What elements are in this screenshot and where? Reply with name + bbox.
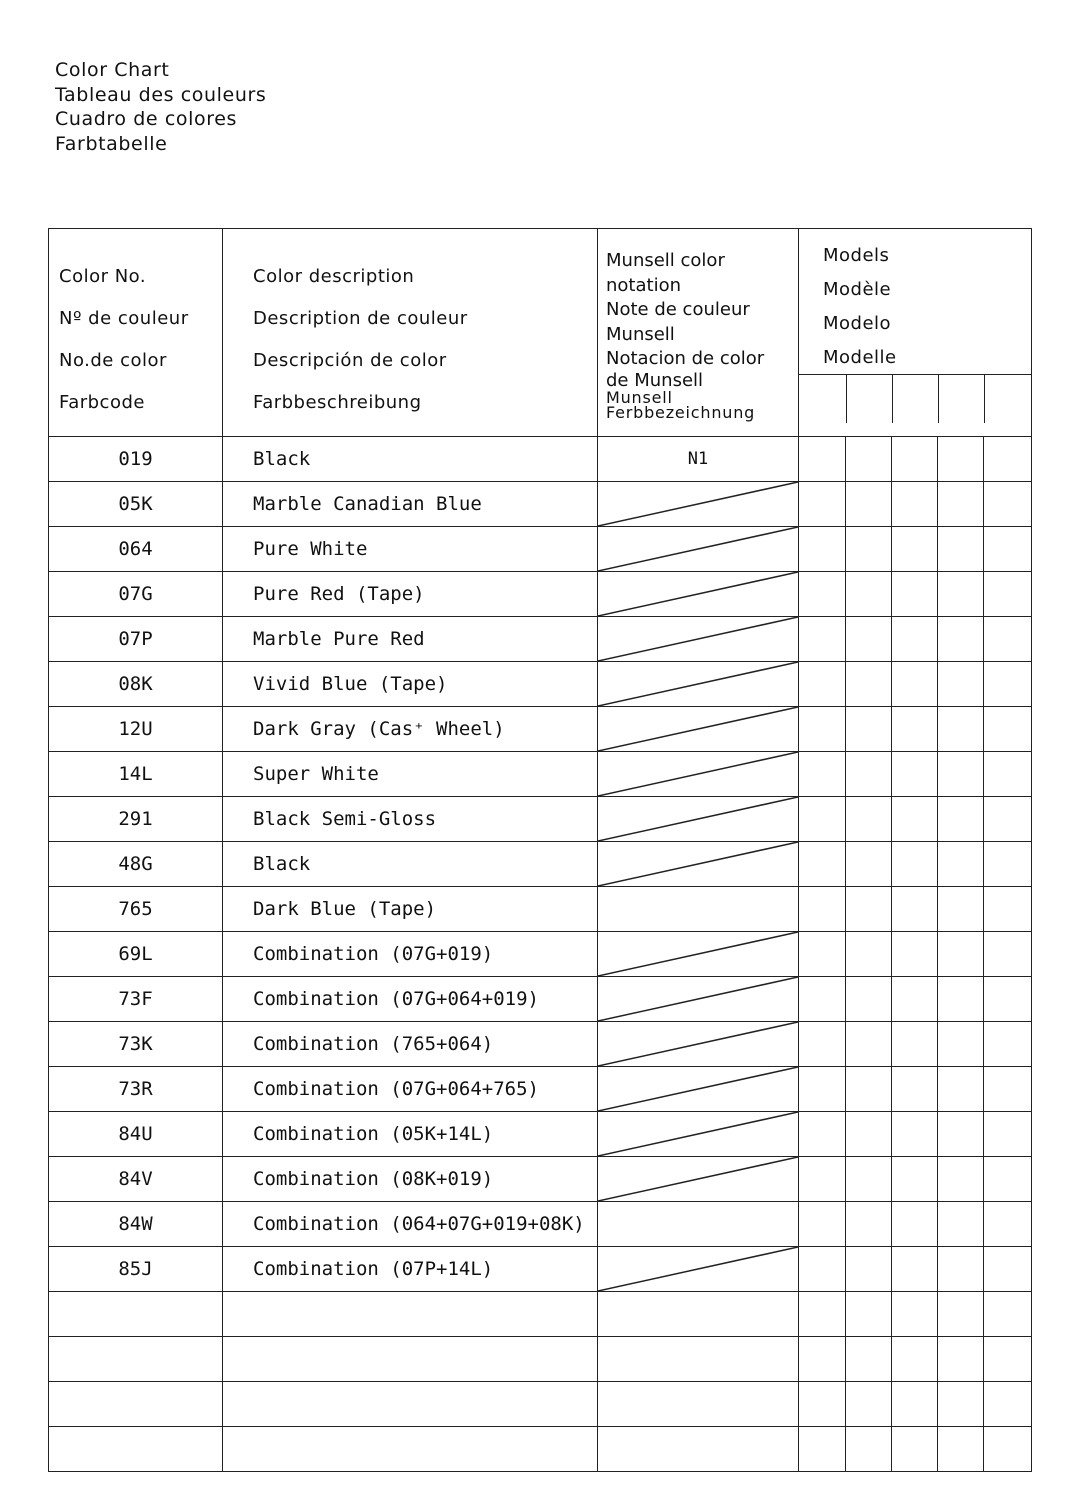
model-cell	[938, 1337, 984, 1382]
model-cell	[846, 1157, 892, 1202]
color-code-cell: 07P	[49, 617, 223, 662]
model-cell	[846, 1202, 892, 1247]
slash-line	[598, 1022, 798, 1066]
title-french: Tableau des couleurs	[55, 83, 267, 106]
munsell-notation-cell	[598, 1067, 799, 1112]
not-applicable-slash	[598, 797, 798, 841]
model-cell	[938, 1022, 984, 1067]
model-cell	[846, 1112, 892, 1157]
model-cell	[799, 1292, 846, 1337]
munsell-notation-cell	[598, 752, 799, 797]
color-code-cell: 73K	[49, 1022, 223, 1067]
model-cell	[938, 842, 984, 887]
header-munsell-1: Munsell color	[606, 250, 725, 272]
slash-line	[598, 527, 798, 571]
model-cell	[846, 1067, 892, 1112]
model-cell	[846, 1292, 892, 1337]
header-description-fr: Description de couleur	[253, 308, 468, 329]
not-applicable-slash	[598, 1157, 798, 1201]
munsell-notation-cell	[598, 1427, 799, 1472]
model-cell	[799, 842, 846, 887]
slash-line	[598, 617, 798, 661]
munsell-notation-cell	[598, 887, 799, 932]
model-cell	[938, 752, 984, 797]
model-cell	[799, 1247, 846, 1292]
model-cell	[984, 1157, 1032, 1202]
color-description-cell: Dark Gray (Cas⁺ Wheel)	[223, 707, 598, 752]
color-description-cell: Marble Canadian Blue	[223, 482, 598, 527]
model-cell	[938, 1427, 984, 1472]
header-color-no-fr: Nº de couleur	[59, 308, 189, 329]
model-cell	[846, 662, 892, 707]
color-code-cell	[49, 1427, 223, 1472]
model-cell	[984, 662, 1032, 707]
table-row	[49, 842, 1032, 887]
color-code-cell: 05K	[49, 482, 223, 527]
model-cell	[938, 482, 984, 527]
table-row	[49, 887, 1032, 932]
model-cell	[984, 1292, 1032, 1337]
table-row	[49, 617, 1032, 662]
color-code-cell: 08K	[49, 662, 223, 707]
table-row	[49, 752, 1032, 797]
model-cell	[938, 1112, 984, 1157]
model-cell	[984, 1382, 1032, 1427]
title-german: Farbtabelle	[55, 132, 168, 155]
model-cell	[892, 1292, 938, 1337]
munsell-notation-cell	[598, 1157, 799, 1202]
model-cell	[892, 1157, 938, 1202]
header-description-es: Descripción de color	[253, 350, 447, 371]
header-color-no-en: Color No.	[59, 266, 147, 287]
header-description-en: Color description	[253, 266, 415, 287]
header-munsell-6: de Munsell	[606, 369, 704, 391]
model-cell	[799, 797, 846, 842]
color-code-cell	[49, 1382, 223, 1427]
model-col-divider	[938, 375, 939, 423]
model-cell	[984, 977, 1032, 1022]
color-code-cell: 765	[49, 887, 223, 932]
model-cell	[892, 527, 938, 572]
slash-line	[598, 482, 798, 526]
munsell-notation-cell	[598, 482, 799, 527]
slash-line	[598, 977, 798, 1021]
munsell-notation-cell	[598, 797, 799, 842]
model-cell	[984, 617, 1032, 662]
munsell-notation-cell	[598, 1382, 799, 1427]
slash-line	[598, 1067, 798, 1111]
model-cell	[892, 617, 938, 662]
table-row	[49, 527, 1032, 572]
model-cell	[799, 662, 846, 707]
model-cell	[892, 1067, 938, 1112]
model-cell	[846, 1337, 892, 1382]
model-cell	[892, 1337, 938, 1382]
model-cell	[938, 1382, 984, 1427]
model-cell	[984, 572, 1032, 617]
model-cell	[846, 797, 892, 842]
slash-line	[598, 1157, 798, 1201]
model-cell	[938, 797, 984, 842]
model-col-divider	[846, 375, 847, 423]
model-cell	[892, 1382, 938, 1427]
header-munsell	[598, 229, 799, 437]
model-cell	[984, 752, 1032, 797]
color-description-cell	[223, 1337, 598, 1382]
model-cell	[799, 482, 846, 527]
model-cell	[799, 572, 846, 617]
model-cell	[984, 482, 1032, 527]
table-row	[49, 1067, 1032, 1112]
color-description-cell: Combination (05K+14L)	[223, 1112, 598, 1157]
color-description-cell: Combination (07P+14L)	[223, 1247, 598, 1292]
model-cell	[892, 1427, 938, 1472]
model-cell	[799, 752, 846, 797]
table-row	[49, 437, 1032, 482]
model-cell	[846, 707, 892, 752]
table-row	[49, 797, 1032, 842]
model-cell	[846, 842, 892, 887]
munsell-notation-cell	[598, 1202, 799, 1247]
model-cell	[846, 1022, 892, 1067]
model-cell	[799, 977, 846, 1022]
color-code-cell	[49, 1292, 223, 1337]
model-cell	[892, 1202, 938, 1247]
model-cell	[799, 932, 846, 977]
model-cell	[846, 1427, 892, 1472]
model-cell	[846, 572, 892, 617]
color-description-cell: Pure White	[223, 527, 598, 572]
munsell-notation-cell	[598, 977, 799, 1022]
table-row	[49, 572, 1032, 617]
slash-line	[598, 752, 798, 796]
header-munsell-de-2: Ferbbezeichnung	[606, 402, 756, 422]
model-cell	[938, 1157, 984, 1202]
header-description-de: Farbbeschreibung	[253, 392, 422, 413]
model-cell	[799, 1337, 846, 1382]
model-cell	[892, 752, 938, 797]
not-applicable-slash	[598, 752, 798, 796]
chart-titles	[55, 58, 266, 156]
model-cell	[892, 1247, 938, 1292]
header-color-description	[223, 229, 598, 437]
header-munsell-5: Notacion de color	[606, 348, 765, 370]
color-description-cell: Black Semi-Gloss	[223, 797, 598, 842]
color-chart-table	[48, 228, 1032, 1472]
not-applicable-slash	[598, 977, 798, 1021]
model-cell	[892, 437, 938, 482]
model-cell	[892, 977, 938, 1022]
model-cell	[984, 797, 1032, 842]
color-description-cell: Combination (07G+064+019)	[223, 977, 598, 1022]
model-cell	[984, 1337, 1032, 1382]
model-cell	[938, 617, 984, 662]
table-row	[49, 662, 1032, 707]
table-row	[49, 482, 1032, 527]
table-row	[49, 1112, 1032, 1157]
models-label-en: Models	[823, 245, 890, 266]
model-cell	[846, 437, 892, 482]
model-cell	[938, 527, 984, 572]
color-description-cell	[223, 1427, 598, 1472]
table-row	[49, 932, 1032, 977]
model-cell	[938, 1202, 984, 1247]
color-code-cell	[49, 1337, 223, 1382]
header-color-no-es: No.de color	[59, 350, 167, 371]
table-row	[49, 1157, 1032, 1202]
color-code-cell: 14L	[49, 752, 223, 797]
munsell-notation-cell	[598, 527, 799, 572]
not-applicable-slash	[598, 572, 798, 616]
color-code-cell: 84V	[49, 1157, 223, 1202]
munsell-notation-cell	[598, 572, 799, 617]
color-code-cell: 84W	[49, 1202, 223, 1247]
model-cell	[846, 932, 892, 977]
color-code-cell: 73R	[49, 1067, 223, 1112]
model-cell	[892, 887, 938, 932]
munsell-notation-cell	[598, 662, 799, 707]
model-cell	[938, 707, 984, 752]
model-cell	[938, 1247, 984, 1292]
model-cell	[984, 932, 1032, 977]
not-applicable-slash	[598, 1247, 798, 1291]
model-col-divider	[984, 375, 985, 423]
color-description-cell	[223, 1292, 598, 1337]
slash-line	[598, 842, 798, 886]
slash-line	[598, 1112, 798, 1156]
munsell-notation-cell	[598, 437, 799, 482]
not-applicable-slash	[598, 617, 798, 661]
model-cell	[938, 437, 984, 482]
color-description-cell	[223, 1382, 598, 1427]
model-cell	[846, 752, 892, 797]
munsell-notation-cell	[598, 842, 799, 887]
slash-line	[598, 797, 798, 841]
model-cell	[799, 887, 846, 932]
header-row	[49, 229, 1032, 437]
color-description-cell: Dark Blue (Tape)	[223, 887, 598, 932]
not-applicable-slash	[598, 1022, 798, 1066]
title-english: Color Chart	[55, 59, 170, 81]
munsell-notation-cell	[598, 932, 799, 977]
color-description-cell: Black	[223, 842, 598, 887]
model-cell	[799, 437, 846, 482]
model-cell	[799, 1382, 846, 1427]
color-description-cell: Super White	[223, 752, 598, 797]
model-cell	[984, 842, 1032, 887]
not-applicable-slash	[598, 707, 798, 751]
title-spanish: Cuadro de colores	[55, 108, 238, 130]
model-cell	[938, 572, 984, 617]
model-cell	[984, 1022, 1032, 1067]
color-description-cell: Combination (07G+019)	[223, 932, 598, 977]
model-cell	[984, 437, 1032, 482]
munsell-notation-cell	[598, 1022, 799, 1067]
munsell-notation-cell	[598, 617, 799, 662]
model-cell	[892, 482, 938, 527]
model-cell	[984, 1067, 1032, 1112]
model-cell	[938, 1292, 984, 1337]
model-cell	[984, 527, 1032, 572]
model-cell	[799, 1202, 846, 1247]
color-description-cell: Combination (08K+019)	[223, 1157, 598, 1202]
model-cell	[938, 1067, 984, 1112]
header-munsell-2: notation	[606, 274, 681, 296]
slash-line	[598, 932, 798, 976]
table-row	[49, 707, 1032, 752]
model-cell	[846, 482, 892, 527]
model-cell	[799, 527, 846, 572]
model-cell	[892, 842, 938, 887]
model-cell	[984, 707, 1032, 752]
slash-line	[598, 1247, 798, 1291]
not-applicable-slash	[598, 842, 798, 886]
not-applicable-slash	[598, 1112, 798, 1156]
model-cell	[984, 1202, 1032, 1247]
color-code-cell: 019	[49, 437, 223, 482]
color-code-cell: 85J	[49, 1247, 223, 1292]
model-cell	[846, 527, 892, 572]
model-cell	[892, 707, 938, 752]
munsell-notation-cell	[598, 1337, 799, 1382]
model-cell	[892, 797, 938, 842]
slash-line	[598, 707, 798, 751]
model-cell	[984, 1427, 1032, 1472]
not-applicable-slash	[598, 1067, 798, 1111]
munsell-notation-cell	[598, 1247, 799, 1292]
slash-line	[598, 662, 798, 706]
model-cell	[892, 662, 938, 707]
color-code-cell: 73F	[49, 977, 223, 1022]
color-code-cell: 84U	[49, 1112, 223, 1157]
table-row	[49, 1427, 1032, 1472]
header-munsell-4: Munsell	[606, 323, 675, 345]
table-row	[49, 1382, 1032, 1427]
model-cell	[799, 1427, 846, 1472]
header-color-no	[49, 229, 223, 437]
model-cell	[846, 887, 892, 932]
header-munsell-de-1: Munsell	[606, 387, 673, 407]
model-cell	[799, 1022, 846, 1067]
model-cell	[799, 617, 846, 662]
header-munsell-3: Note de couleur	[606, 299, 750, 321]
model-cell	[892, 1112, 938, 1157]
table-row	[49, 1202, 1032, 1247]
slash-line	[598, 572, 798, 616]
model-cell	[892, 1022, 938, 1067]
color-description-cell: Black	[223, 437, 598, 482]
color-description-cell: Combination (765+064)	[223, 1022, 598, 1067]
color-description-cell: Pure Red (Tape)	[223, 572, 598, 617]
model-cell	[799, 1112, 846, 1157]
color-code-cell: 064	[49, 527, 223, 572]
models-label-fr: Modèle	[823, 279, 892, 300]
color-description-cell: Vivid Blue (Tape)	[223, 662, 598, 707]
header-models	[799, 229, 1032, 437]
munsell-notation-cell	[598, 1292, 799, 1337]
table-row	[49, 1337, 1032, 1382]
color-code-cell: 69L	[49, 932, 223, 977]
model-cell	[892, 932, 938, 977]
model-cell	[799, 707, 846, 752]
model-cell	[938, 932, 984, 977]
table-row	[49, 1247, 1032, 1292]
munsell-value: N1	[687, 449, 709, 469]
not-applicable-slash	[598, 662, 798, 706]
table-row	[49, 1292, 1032, 1337]
color-description-cell: Marble Pure Red	[223, 617, 598, 662]
models-label-es: Modelo	[823, 313, 892, 334]
header-color-no-de: Farbcode	[59, 392, 145, 413]
models-subcolumns	[799, 375, 1031, 423]
color-code-cell: 48G	[49, 842, 223, 887]
color-description-cell: Combination (064+07G+019+08K)	[223, 1202, 598, 1247]
color-code-cell: 12U	[49, 707, 223, 752]
model-cell	[846, 1382, 892, 1427]
table-row	[49, 977, 1032, 1022]
color-code-cell: 291	[49, 797, 223, 842]
munsell-notation-cell	[598, 707, 799, 752]
model-cell	[846, 977, 892, 1022]
munsell-notation-cell	[598, 1112, 799, 1157]
color-description-cell: Combination (07G+064+765)	[223, 1067, 598, 1112]
model-cell	[984, 1112, 1032, 1157]
not-applicable-slash	[598, 932, 798, 976]
model-cell	[984, 1247, 1032, 1292]
model-col-divider	[892, 375, 893, 423]
model-cell	[846, 1247, 892, 1292]
table-row	[49, 1022, 1032, 1067]
model-cell	[799, 1157, 846, 1202]
model-cell	[938, 887, 984, 932]
not-applicable-slash	[598, 527, 798, 571]
model-cell	[938, 977, 984, 1022]
model-cell	[799, 1067, 846, 1112]
model-cell	[846, 617, 892, 662]
model-cell	[892, 572, 938, 617]
model-cell	[938, 662, 984, 707]
not-applicable-slash	[598, 482, 798, 526]
models-label-de: Modelle	[823, 347, 897, 368]
model-cell	[984, 887, 1032, 932]
models-label-box	[799, 229, 1031, 375]
color-code-cell: 07G	[49, 572, 223, 617]
